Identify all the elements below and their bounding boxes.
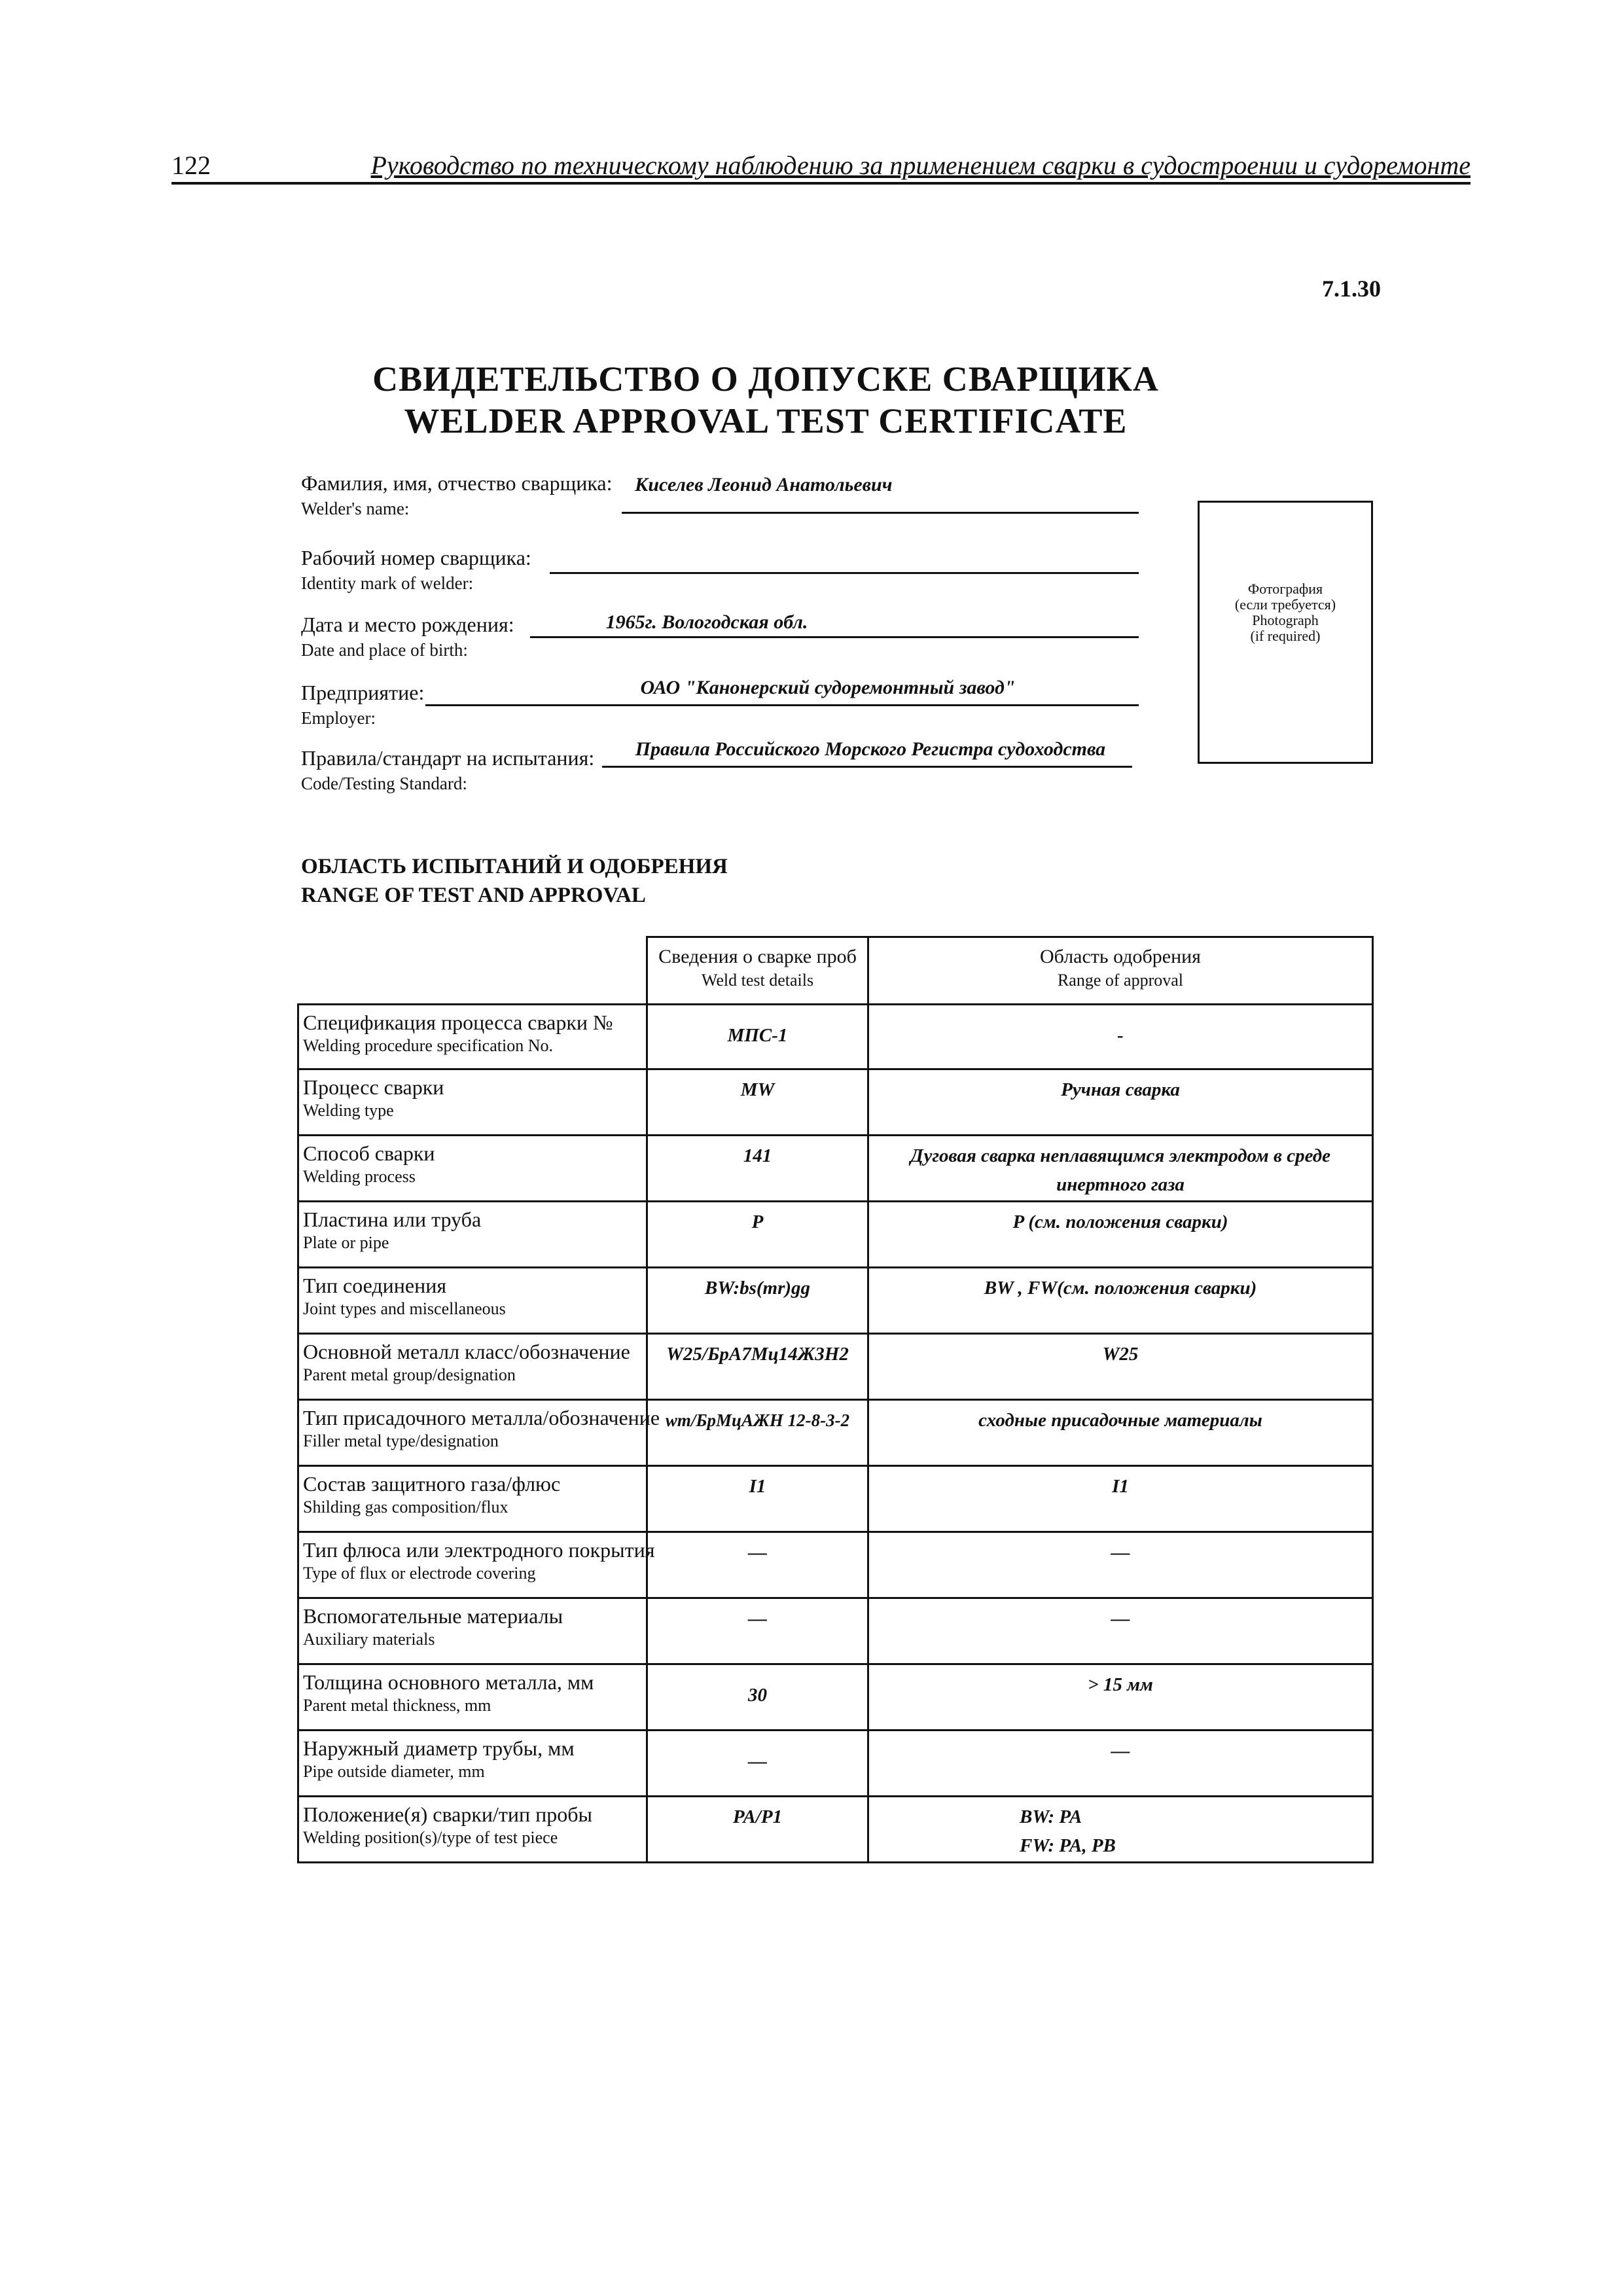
- row-label-ru: Спецификация процесса сварки №: [303, 1011, 613, 1034]
- document-number: 7.1.30: [1322, 276, 1381, 302]
- field-code-standard: [301, 738, 1152, 805]
- running-title: Руководство по техническому наблюдению за применением сварки в судостроении и судоремонте: [370, 151, 1471, 180]
- row-label-ru: Положение(я) сварки/тип пробы: [303, 1803, 593, 1826]
- field-identity-mark: [301, 546, 1152, 605]
- row-label: [298, 1069, 647, 1136]
- range-value: P (см. положения сварки): [868, 1202, 1373, 1268]
- range-value: [868, 1136, 1373, 1202]
- fill-line: [425, 704, 1139, 706]
- certificate-title-en: WELDER APPROVAL TEST CERTIFICATE: [404, 401, 1128, 440]
- test-value: PA/P1: [647, 1797, 868, 1863]
- range-value: > 15 мм: [868, 1664, 1373, 1731]
- row-label: [298, 1400, 660, 1466]
- column-header-range-en: Range of approval: [1057, 971, 1184, 990]
- fill-line: [530, 636, 1139, 638]
- row-label-en: Welding process: [303, 1167, 416, 1186]
- test-value: P: [647, 1202, 868, 1268]
- row-label-en: Filler metal type/designation: [303, 1431, 499, 1450]
- field-birth: [301, 613, 1152, 672]
- field-label-en: Identity mark of welder:: [301, 573, 474, 593]
- table-row: [298, 1797, 1373, 1863]
- row-label: [298, 1532, 655, 1598]
- test-value: BW:bs(mr)gg: [647, 1268, 868, 1334]
- row-label-en: Welding procedure specification No.: [303, 1036, 553, 1055]
- range-value: сходные присадочные материалы: [868, 1400, 1373, 1466]
- photo-caption-1: Фотография: [1247, 581, 1323, 597]
- range-value-line-2: инертного газа: [1056, 1174, 1185, 1195]
- row-label-en: Welding position(s)/type of test piece: [303, 1828, 558, 1847]
- field-welder-name: [301, 471, 1152, 530]
- test-value: МПС-1: [647, 1005, 868, 1069]
- fill-line: [622, 512, 1139, 514]
- row-label: [298, 1797, 647, 1863]
- field-label-en: Date and place of birth:: [301, 640, 468, 660]
- field-employer: [301, 677, 1152, 740]
- row-label: [298, 1268, 647, 1334]
- fill-line: [602, 766, 1132, 768]
- fill-line: [550, 572, 1139, 574]
- field-label-ru: Рабочий номер сварщика:: [301, 546, 531, 569]
- table-row: [298, 1136, 1373, 1202]
- column-header-test-ru: Сведения о сварке проб: [658, 946, 857, 967]
- table-row: [298, 1202, 1373, 1268]
- row-label-en: Plate or pipe: [303, 1233, 389, 1252]
- row-label-en: Auxiliary materials: [303, 1630, 435, 1649]
- row-label-ru: Наружный диаметр трубы, мм: [303, 1736, 575, 1760]
- test-value: 141: [647, 1136, 868, 1202]
- page-header: [171, 144, 1471, 185]
- field-label-en: Welder's name:: [301, 499, 410, 518]
- table-row: [298, 1731, 1373, 1797]
- test-value: —: [647, 1598, 868, 1664]
- row-label: [298, 1202, 647, 1268]
- test-value: W25/БрА7Мц14Ж3Н2: [647, 1334, 868, 1400]
- welder-name-value: Киселев Леонид Анатольевич: [635, 474, 893, 495]
- row-label: [298, 1731, 647, 1797]
- test-value: —: [647, 1532, 868, 1598]
- table-header-row: [298, 937, 1373, 1005]
- table-row: [298, 1005, 1373, 1069]
- row-label-en: Welding type: [303, 1101, 394, 1120]
- test-value: —: [647, 1731, 868, 1797]
- table-row: [298, 1466, 1373, 1532]
- row-label-en: Pipe outside diameter, mm: [303, 1762, 485, 1781]
- field-label-ru: Дата и место рождения:: [301, 613, 514, 636]
- range-value-line-2: FW: PA, PB: [1020, 1835, 1116, 1856]
- table-row: [298, 1532, 1373, 1598]
- employer-value: ОАО "Канонерский судоремонтный завод": [640, 677, 1016, 698]
- birth-value: 1965г. Вологодская обл.: [605, 611, 808, 633]
- table-row: [298, 1334, 1373, 1400]
- range-value: -: [868, 1005, 1373, 1069]
- row-label-ru: Тип флюса или электродного покрытия: [303, 1538, 655, 1562]
- row-label-en: Parent metal group/designation: [303, 1365, 516, 1384]
- range-value: BW , FW(см. положения сварки): [868, 1268, 1373, 1334]
- range-title-ru: ОБЛАСТЬ ИСПЫТАНИЙ И ОДОБРЕНИЯ: [301, 855, 728, 878]
- row-label-ru: Состав защитного газа/флюс: [303, 1472, 561, 1496]
- range-value: —: [868, 1532, 1373, 1598]
- corner-cell: [298, 937, 647, 1005]
- field-label-ru: Фамилия, имя, отчество сварщика:: [301, 471, 613, 495]
- row-label-en: Parent metal thickness, mm: [303, 1696, 491, 1715]
- photo-box: [1198, 501, 1373, 764]
- row-label-ru: Способ сварки: [303, 1141, 435, 1165]
- row-label-en: Joint types and miscellaneous: [303, 1299, 506, 1318]
- table-row: [298, 1664, 1373, 1731]
- test-value: 30: [647, 1664, 868, 1731]
- row-label: [298, 1005, 647, 1069]
- field-label-ru: Правила/стандарт на испытания:: [301, 746, 595, 770]
- code-value: Правила Российского Морского Регистра судоходства: [635, 738, 1106, 760]
- row-label: [298, 1664, 647, 1731]
- range-value: W25: [868, 1334, 1373, 1400]
- column-header-range: [868, 937, 1373, 1005]
- range-value: I1: [868, 1466, 1373, 1532]
- field-label-ru: Предприятие:: [301, 681, 425, 704]
- column-header-test-en: Weld test details: [701, 971, 814, 990]
- row-label-ru: Основной металл класс/обозначение: [303, 1340, 630, 1363]
- row-label: [298, 1466, 647, 1532]
- row-label-ru: Вспомогательные материалы: [303, 1604, 563, 1628]
- row-label-en: Shilding gas composition/flux: [303, 1498, 508, 1516]
- range-value: —: [868, 1731, 1373, 1797]
- column-header-range-ru: Область одобрения: [1040, 946, 1201, 967]
- row-label: [298, 1334, 647, 1400]
- field-label-en: Code/Testing Standard:: [301, 774, 467, 793]
- certificate-title-ru: СВИДЕТЕЛЬСТВО О ДОПУСКЕ СВАРЩИКА: [372, 359, 1159, 399]
- range-value-line-1: Дуговая сварка неплавящимся электродом в среде: [910, 1145, 1331, 1166]
- field-label-en: Employer:: [301, 708, 376, 728]
- table-row: [298, 1069, 1373, 1136]
- test-value: wm/БрМцАЖН 12-8-3-2: [647, 1400, 868, 1466]
- photo-caption-2: (если требуется): [1234, 596, 1336, 613]
- range-value: [868, 1797, 1373, 1863]
- range-value-line-1: BW: PA: [1020, 1806, 1082, 1827]
- approval-range-table: [297, 936, 1374, 1863]
- range-title-en: RANGE OF TEST AND APPROVAL: [301, 884, 646, 907]
- row-label-ru: Процесс сварки: [303, 1075, 444, 1099]
- page-number: 122: [171, 151, 211, 180]
- row-label-ru: Толщина основного металла, мм: [303, 1670, 594, 1694]
- table-row: [298, 1400, 1373, 1466]
- row-label: [298, 1598, 647, 1664]
- range-value: Ручная сварка: [868, 1069, 1373, 1136]
- row-label-en: Type of flux or electrode covering: [303, 1564, 536, 1583]
- row-label-ru: Тип соединения: [303, 1274, 447, 1297]
- row-label: [298, 1136, 647, 1202]
- photo-caption-3: Photograph: [1252, 612, 1319, 628]
- test-value: I1: [647, 1466, 868, 1532]
- column-header-test: [647, 937, 868, 1005]
- range-value: —: [868, 1598, 1373, 1664]
- test-value: MW: [647, 1069, 868, 1136]
- photo-caption-4: (if required): [1250, 628, 1321, 644]
- table-row: [298, 1598, 1373, 1664]
- row-label-ru: Пластина или труба: [303, 1208, 482, 1231]
- row-label-ru: Тип присадочного металла/обозначение: [303, 1406, 660, 1429]
- table-row: [298, 1268, 1373, 1334]
